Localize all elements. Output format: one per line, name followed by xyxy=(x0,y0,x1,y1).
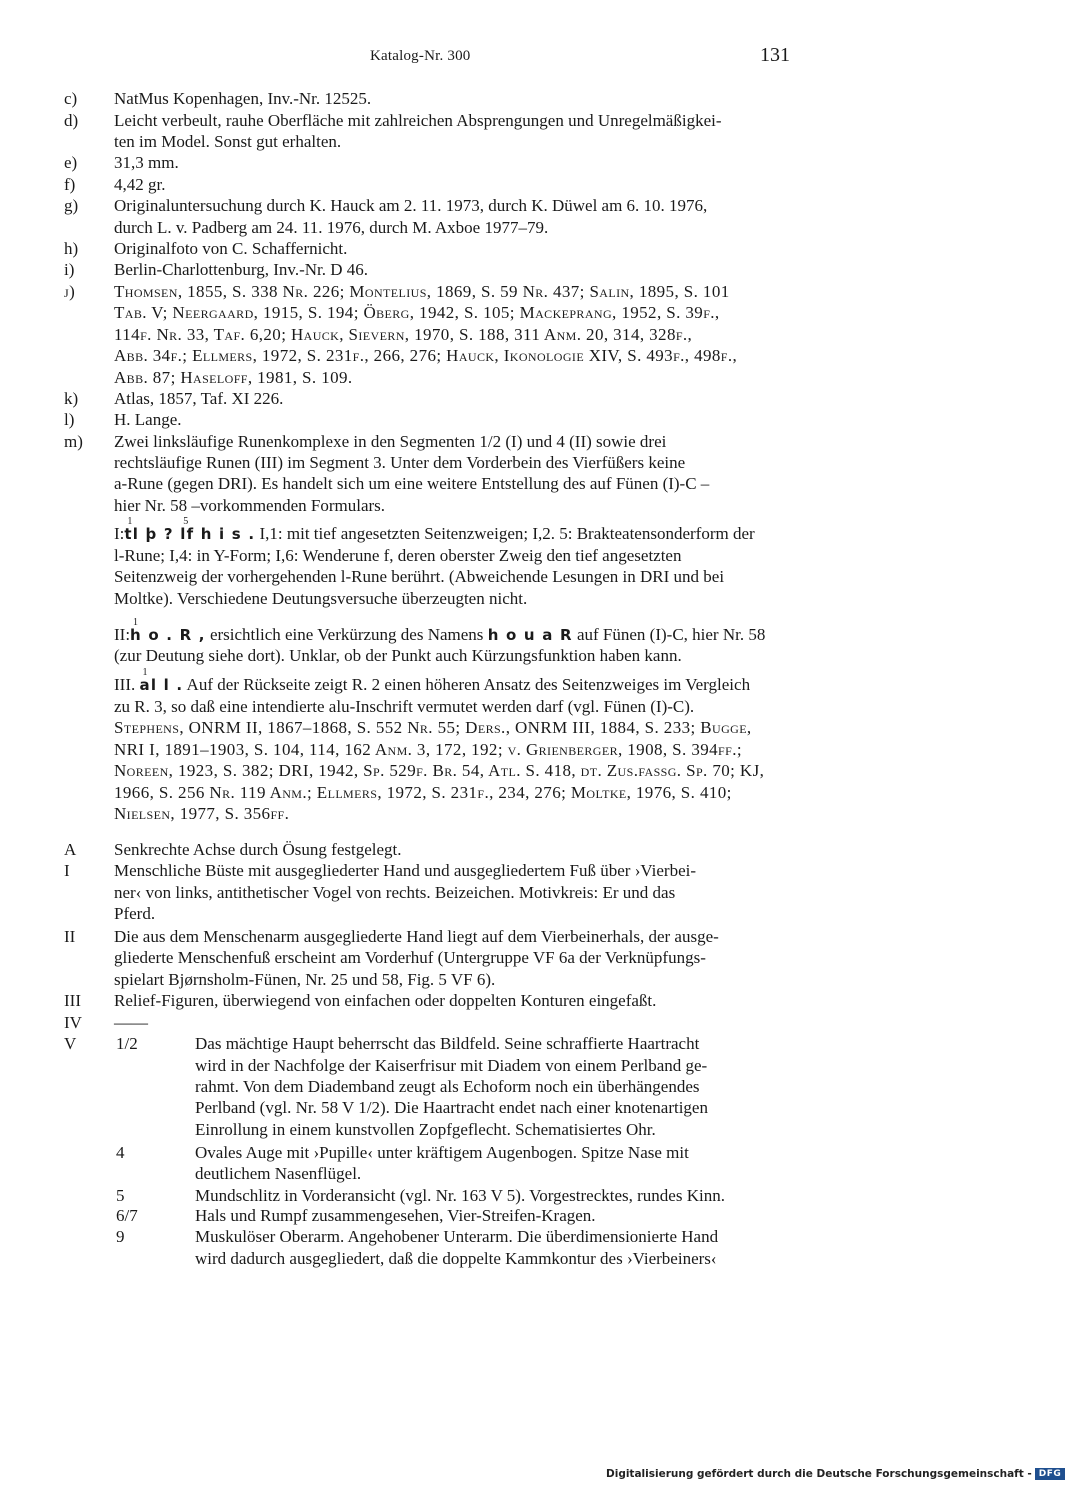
section-text: Relief-Figuren, überwiegend von einfachen oder doppelten Konturen eingefaßt. xyxy=(114,991,657,1010)
entry-text: Originaluntersuchung durch K. Hauck am 2. 11. 1973, durch K. Düwel am 6. 10. 1976, xyxy=(114,196,708,215)
entry-label: m) xyxy=(64,432,83,451)
rune-text: l þ ? xyxy=(132,525,181,543)
entry-text: H. Lange. xyxy=(114,410,182,429)
entry-text: Atlas, 1857, Taf. XI 226. xyxy=(114,389,284,408)
section-label: A xyxy=(64,840,77,859)
entry-text: 31,3 mm. xyxy=(114,153,179,172)
bibliography-text: Tab. V; Neergaard, 1915, S. 194; Öberg, 1942, S. 105; Mackeprang, 1952, S. 39f., xyxy=(114,303,720,322)
rune-commentary: Auf der Rückseite zeigt R. 2 einen höheren Ansatz des Seitenzweiges im Vergleich xyxy=(183,675,751,694)
section-text: Senkrechte Achse durch Ösung festgelegt. xyxy=(114,840,402,859)
item-text: deutlichem Nasenflügel. xyxy=(195,1164,362,1183)
entry-text: Leicht verbeult, rauhe Oberfläche mit zahlreichen Absprengungen und Unregelmäßigkei- xyxy=(114,111,722,130)
entry-label: l) xyxy=(64,410,75,429)
rune-marker: 1 xyxy=(133,617,139,628)
section-text: ner‹ von links, antithetischer Vogel von rechts. Beizeichen. Motivkreis: Er und das xyxy=(114,883,676,902)
entry-label: k) xyxy=(64,389,79,408)
entry-text: Berlin-Charlottenburg, Inv.-Nr. D 46. xyxy=(114,260,369,279)
item-text: Ovales Auge mit ›Pupille‹ unter kräftigem Augenbogen. Spitze Nase mit xyxy=(195,1143,689,1162)
bibliography-text: Abb. 34f.; Ellmers, 1972, S. 231f., 266, 276; Hauck, Ikonologie XIV, S. 493f., 498f., xyxy=(114,346,738,365)
section-label: III xyxy=(64,991,81,1010)
rune-commentary: Moltke). Verschiedene Deutungsversuche überzeugten nicht. xyxy=(114,589,528,608)
page-number: 131 xyxy=(760,44,790,66)
item-number: 1/2 xyxy=(116,1034,138,1053)
rune-text: a 1 xyxy=(139,676,150,694)
entry-label: c) xyxy=(64,89,78,108)
entry-label: h) xyxy=(64,239,79,258)
rune-text: o . R , xyxy=(141,626,206,644)
rune-text: f h i s . xyxy=(186,525,256,543)
section-text: Die aus dem Menschenarm ausgegliederte Hand liegt auf dem Vierbeinerhals, der ausge- xyxy=(114,927,719,946)
rune-marker: 1 xyxy=(127,516,133,527)
bibliography-text: Abb. 87; Haseloff, 1981, S. 109. xyxy=(114,368,353,387)
item-number: 6/7 xyxy=(116,1206,138,1225)
rune-commentary: Seitenzweig der vorhergehenden l-Rune berührt. (Abweichende Lesungen in DRI und bei xyxy=(114,567,725,586)
item-text: rahmt. Von dem Diademband zeugt als Echoform noch ein überhängendes xyxy=(195,1077,700,1096)
item-text: Muskulöser Oberarm. Angehobener Unterarm. Die überdimensionierte Hand xyxy=(195,1227,719,1246)
rune-text: l l . xyxy=(150,676,184,694)
section-label: V xyxy=(64,1034,77,1053)
section-label: I xyxy=(64,861,70,880)
rune-commentary: I,1: mit tief angesetzten Seitenzweigen; I,2. 5: Brakteatensonderform der xyxy=(255,524,755,543)
rune-text: h 1 xyxy=(130,626,142,644)
section-label: II xyxy=(64,927,76,946)
entry-text: rechtsläufige Runen (III) im Segment 3. Unter dem Vorderbein des Vierfüßers keine xyxy=(114,453,686,472)
entry-text: Zwei linksläufige Runenkomplexe in den Segmenten 1/2 (I) und 4 (II) sowie drei xyxy=(114,432,667,451)
entry-text: a-Rune (gegen DRI). Es handelt sich um eine weitere Entstellung des auf Fünen (I)-C – xyxy=(114,474,710,493)
rune-bibliography: Stephens, ONRM II, 1867–1868, S. 552 Nr. 55; Ders., ONRM III, 1884, S. 233; Bugge, xyxy=(114,718,752,737)
item-text: Mundschlitz in Vorderansicht (vgl. Nr. 163 V 5). Vorgestrecktes, rundes Kinn. xyxy=(195,1186,725,1205)
footer-text: Digitalisierung gefördert durch die Deutsche Forschungsgemeinschaft - xyxy=(606,1468,1032,1480)
item-number: 5 xyxy=(116,1186,125,1205)
section-text: Pferd. xyxy=(114,904,156,923)
entry-text: ten im Model. Sonst gut erhalten. xyxy=(114,132,342,151)
entry-text: 4,42 gr. xyxy=(114,175,166,194)
rune-marker: 1 xyxy=(142,667,148,678)
entry-label: i) xyxy=(64,260,75,279)
item-number: 9 xyxy=(116,1227,125,1246)
rune-marker: 5 xyxy=(183,516,189,527)
entry-text: NatMus Kopenhagen, Inv.-Nr. 12525. xyxy=(114,89,372,108)
item-text: wird in der Nachfolge der Kaiserfrisur mit Diadem von einem Perlband ge- xyxy=(195,1056,708,1075)
rune-commentary: auf Fünen (I)-C, hier Nr. 58 xyxy=(572,625,766,644)
rune-commentary: (zur Deutung siehe dort). Unklar, ob der Punkt auch Kürzungsfunktion haben kann. xyxy=(114,646,682,665)
rune-name: h o u a R xyxy=(487,626,573,644)
entry-text: Originalfoto von C. Schaffernicht. xyxy=(114,239,348,258)
section-text: gliederte Menschenfuß erscheint am Vorderhuf (Untergruppe VF 6a der Verknüpfungs- xyxy=(114,948,706,967)
rune-text: l 5 xyxy=(180,525,186,543)
item-text: Das mächtige Haupt beherrscht das Bildfeld. Seine schraffierte Haartracht xyxy=(195,1034,700,1053)
rune-commentary: ersichtlich eine Verkürzung des Namens xyxy=(205,625,488,644)
rune-bibliography: NRI I, 1891–1903, S. 104, 114, 162 Anm. 3, 172, 192; v. Grienberger, 1908, S. 394ff.; xyxy=(114,740,742,759)
rune-bibliography: Nielsen, 1977, S. 356ff. xyxy=(114,804,290,823)
rune-commentary: l-Rune; I,4: in Y-Form; I,6: Wenderune f, deren oberster Zweig den tief angesetzten xyxy=(114,546,682,565)
item-text: Einrollung in einem kunstvollen Zopfgeflecht. Schematisiertes Ohr. xyxy=(195,1120,656,1139)
rune-bibliography: 1966, S. 256 Nr. 119 Anm.; Ellmers, 1972, S. 231f., 234, 276; Moltke, 1976, S. 410; xyxy=(114,783,732,802)
section-label: IV xyxy=(64,1013,82,1032)
section-text: —— xyxy=(114,1013,148,1032)
entry-label: d) xyxy=(64,111,79,130)
rune-lead: I: xyxy=(114,524,125,543)
item-text: Hals und Rumpf zusammengesehen, Vier-Streifen-Kragen. xyxy=(195,1206,596,1225)
bibliography-text: 114f. Nr. 33, Taf. 6,20; Hauck, Sievern, 1970, S. 188, 311 Anm. 20, 314, 328f., xyxy=(114,325,693,344)
rune-text: t 1 xyxy=(124,525,132,543)
rune-lead: II: xyxy=(114,625,131,644)
section-text: spielart Bjørnsholm-Fünen, Nr. 25 und 58, Fig. 5 VF 6). xyxy=(114,970,496,989)
entry-label: e) xyxy=(64,153,78,172)
digitization-footer xyxy=(606,1468,1065,1480)
rune-bibliography: Noreen, 1923, S. 382; DRI, 1942, Sp. 529f. Br. 54, Atl. S. 418, dt. Zus.fassg. Sp. 70; KJ, xyxy=(114,761,765,780)
running-header: Katalog-Nr. 300 xyxy=(370,48,471,64)
bibliography-text: Thomsen, 1855, S. 338 Nr. 226; Montelius, 1869, S. 59 Nr. 437; Salin, 1895, S. 101 xyxy=(114,282,730,301)
entry-label: g) xyxy=(64,196,79,215)
item-text: Perlband (vgl. Nr. 58 V 1/2). Die Haartracht endet nach einer knotenartigen xyxy=(195,1098,708,1117)
dfg-logo-icon: DFG xyxy=(1035,1468,1065,1480)
item-number: 4 xyxy=(116,1143,125,1162)
entry-text: hier Nr. 58 –vorkommenden Formulars. xyxy=(114,496,386,515)
rune-lead: III. xyxy=(114,675,136,694)
item-text: wird dadurch ausgegliedert, daß die doppelte Kammkontur des ›Vierbeiners‹ xyxy=(195,1249,717,1268)
entry-label: f) xyxy=(64,175,76,194)
entry-label: j) xyxy=(64,282,76,301)
section-text: Menschliche Büste mit ausgegliederter Hand und ausgegliedertem Fuß über ›Vierbei- xyxy=(114,861,696,880)
rune-commentary: zu R. 3, so daß eine intendierte alu-Inschrift vermutet werden darf (vgl. Fünen (I)-C). xyxy=(114,697,695,716)
entry-text: durch L. v. Padberg am 24. 11. 1976, durch M. Axboe 1977–79. xyxy=(114,218,549,237)
